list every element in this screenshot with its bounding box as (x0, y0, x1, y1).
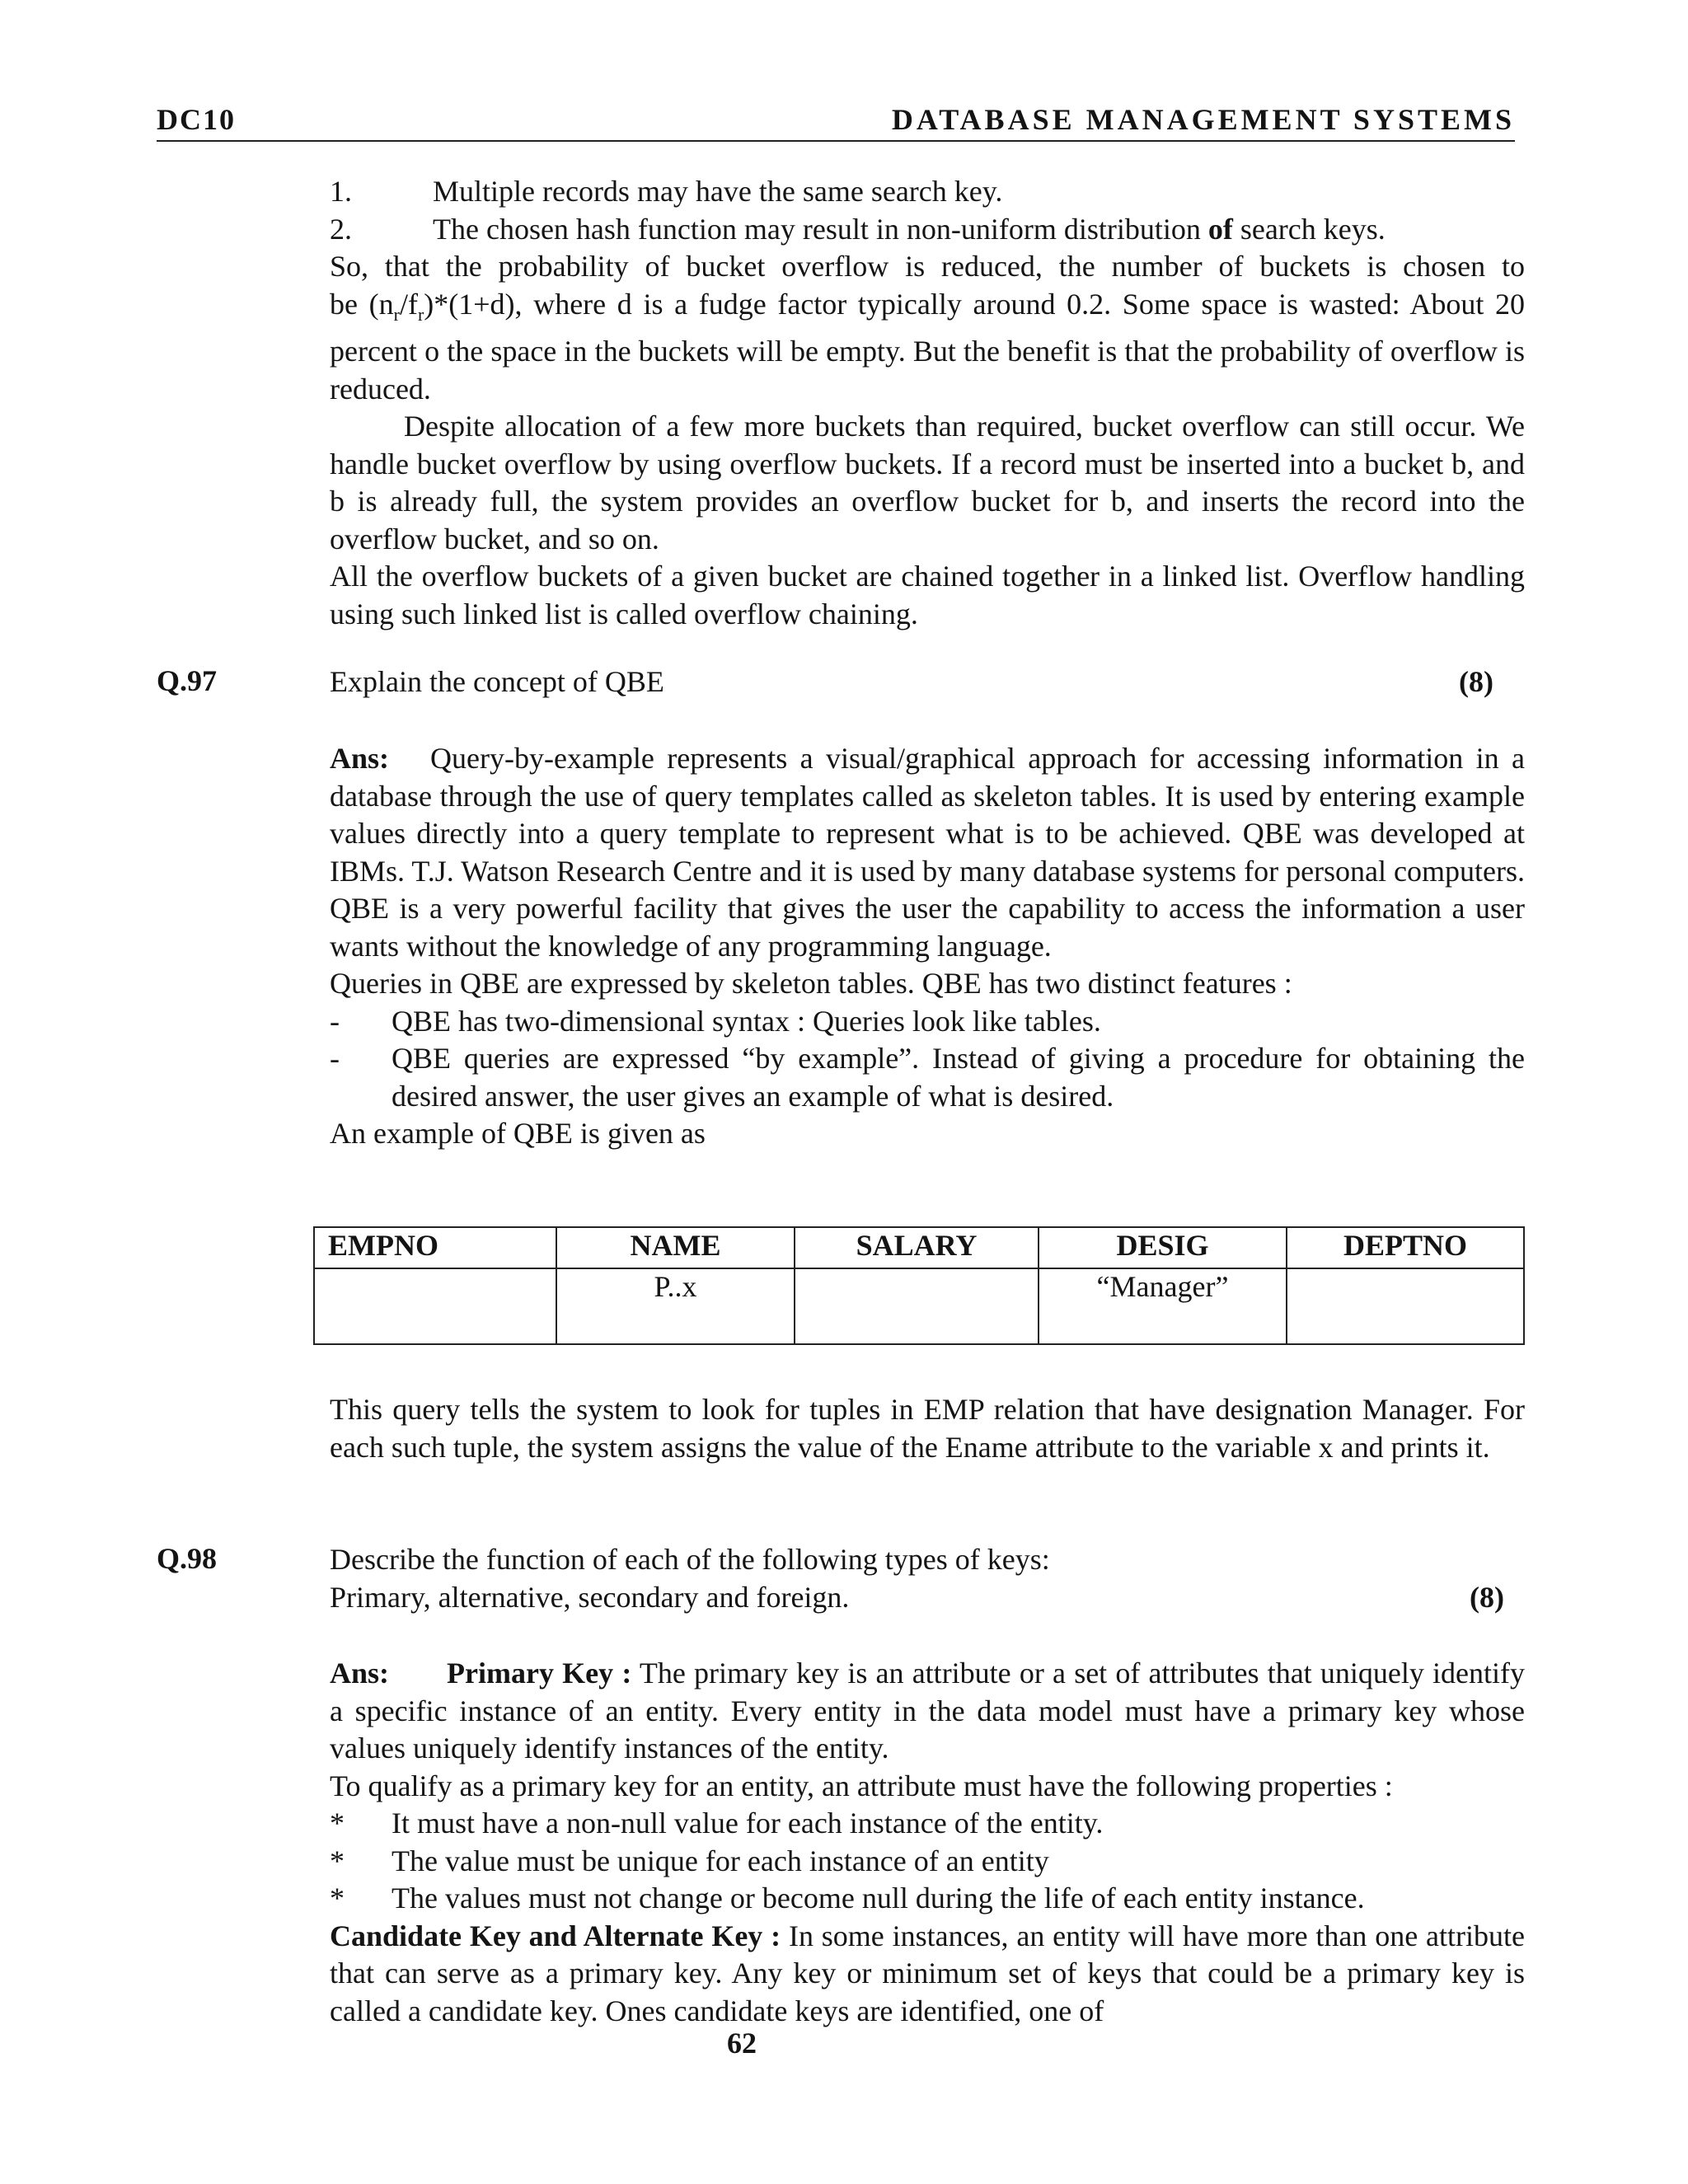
list-number: 1. (330, 175, 352, 208)
header-title: DATABASE MANAGEMENT SYSTEMS (891, 103, 1515, 136)
page-header (157, 97, 1515, 142)
subscript: r (417, 303, 424, 325)
table-cell: P..x (556, 1268, 795, 1344)
list-item (330, 1880, 1525, 1918)
subscript: r (393, 303, 400, 325)
question-text: Explain the concept of QBE (330, 665, 664, 698)
list-number: 2. (330, 212, 352, 246)
table-row (314, 1268, 1524, 1344)
term-heading: Candidate Key and Alternate Key : (330, 1919, 781, 1952)
answer-97 (330, 740, 1525, 1153)
list-item (330, 1805, 1525, 1843)
paragraph (330, 1918, 1525, 2031)
list-text: QBE has two-dimensional syntax : Queries look like tables. (392, 1004, 1101, 1038)
table-cell (314, 1268, 556, 1344)
paragraph: To qualify as a primary key for an entity, an attribute must have the following properties : (330, 1769, 1393, 1802)
text-run: /f (399, 287, 418, 321)
question-97 (330, 663, 1525, 701)
table-header-cell: DESIG (1039, 1227, 1287, 1268)
answer-98 (330, 1655, 1525, 2030)
table-cell (1287, 1268, 1524, 1344)
qbe-table (313, 1226, 1525, 1345)
list-item (330, 173, 1525, 211)
list-item (330, 1003, 1525, 1041)
question-text-row (330, 663, 1525, 701)
paragraph: An example of QBE is given as (330, 1117, 706, 1150)
list-text: The value must be unique for each instance of an entity (392, 1844, 1049, 1877)
question-number: Q.97 (157, 664, 218, 697)
list-item (330, 1843, 1525, 1881)
paragraph (330, 1655, 1525, 1768)
question-marks: (8) (1470, 1580, 1504, 1614)
bullet-dash: - (330, 1004, 340, 1038)
list-text: It must have a non-null value for each instance of the entity. (392, 1807, 1104, 1840)
paragraph: All the overflow buckets of a given bucket are chained together in a linked list. Overflow handling using such linked list is called overflow chaining. (330, 560, 1525, 630)
paragraph: Queries in QBE are expressed by skeleton tables. QBE has two distinct features : (330, 967, 1292, 1000)
table-cell: “Manager” (1039, 1268, 1287, 1344)
answer-label: Ans: (330, 1657, 390, 1690)
paragraph (330, 286, 1525, 409)
list-text: QBE queries are expressed “by example”. Instead of giving a procedure for obtaining the desired answer, the user gives an example of what is desired. (392, 1042, 1525, 1113)
table-header-cell: NAME (556, 1227, 795, 1268)
question-marks: (8) (1459, 665, 1493, 698)
bullet-star: * (330, 1844, 345, 1877)
question-text: Primary, alternative, secondary and foreign. (330, 1580, 850, 1614)
table-header-cell: EMPNO (314, 1227, 556, 1268)
answer-text: The primary key is an attribute or a set of attributes that uniquely identify a specific instance of an entity. Every entity in the data model must have a primary key whose values uniquely identify instances of the entity. (330, 1657, 1526, 1765)
list-text: The chosen hash function may result in non-uniform distribution (433, 212, 1208, 246)
question-number: Q.98 (157, 1542, 218, 1575)
answer-text: Query-by-example represents a visual/graphical approach for accessing information in a database through the use of query templates called as skeleton tables. It is used by entering example values directly into a query template to represent what is to be achieved. QBE was developed at IBMs. T.J. Watson Research Centre and it is used by many database systems for personal computers. QBE is a very powerful facility that gives the user the capability to access the information a user wants without the knowledge of any programming language. (330, 742, 1525, 963)
text-run: be (n (330, 287, 394, 321)
page-number: 62 (727, 2027, 757, 2060)
answer-97-continued (330, 1391, 1525, 1466)
table-header-cell: DEPTNO (1287, 1227, 1524, 1268)
paragraph: This query tells the system to look for tuples in EMP relation that have designation Manager. For each such tuple, the system assigns the value of the Ename attribute to the variable x and prints it. (330, 1393, 1525, 1464)
intro-section (330, 173, 1525, 633)
list-text: Multiple records may have the same search key. (433, 175, 1003, 208)
text-run: )*(1+d), where d is a fudge factor typically around 0.2. Some space is wasted: About 20 percent o the space in the buckets will be empty. But the benefit is that the probability of overflow is reduced. (330, 287, 1525, 405)
paragraph: Despite allocation of a few more buckets than required, bucket overflow can still occur. We handle bucket overflow by using overflow buckets. If a record must be inserted into a bucket b, and b is already full, the system provides an overflow bucket for b, and inserts the record into the overflow bucket, and so on. (330, 410, 1525, 555)
paragraph-line: So, that the probability of bucket overflow is reduced, the number of buckets is chosen to (330, 250, 1525, 283)
question-text-row (330, 1579, 1525, 1617)
question-98 (330, 1541, 1525, 1616)
answer-text: In some instances, an entity will have more than one attribute that can serve as a primary key. Any key or minimum set of keys that could be a primary key is called a candidate key. Ones candidate keys are identified, one of (330, 1919, 1525, 2027)
bullet-star: * (330, 1882, 345, 1915)
bold-word: of (1207, 212, 1233, 246)
list-text: The values must not change or become null during the life of each entity instance. (392, 1882, 1365, 1915)
term-heading: Primary Key : (447, 1657, 632, 1690)
bullet-star: * (330, 1807, 345, 1840)
bullet-dash: - (330, 1042, 340, 1075)
paragraph (330, 740, 1525, 965)
table-header-cell: SALARY (795, 1227, 1039, 1268)
course-code: DC10 (157, 103, 236, 136)
list-text: search keys. (1232, 212, 1386, 246)
list-item (330, 211, 1525, 249)
table-cell (795, 1268, 1039, 1344)
question-text: Describe the function of each of the following types of keys: (330, 1543, 1050, 1576)
answer-label: Ans: (330, 742, 390, 775)
list-item (330, 1040, 1525, 1115)
table-header-row (314, 1227, 1524, 1268)
